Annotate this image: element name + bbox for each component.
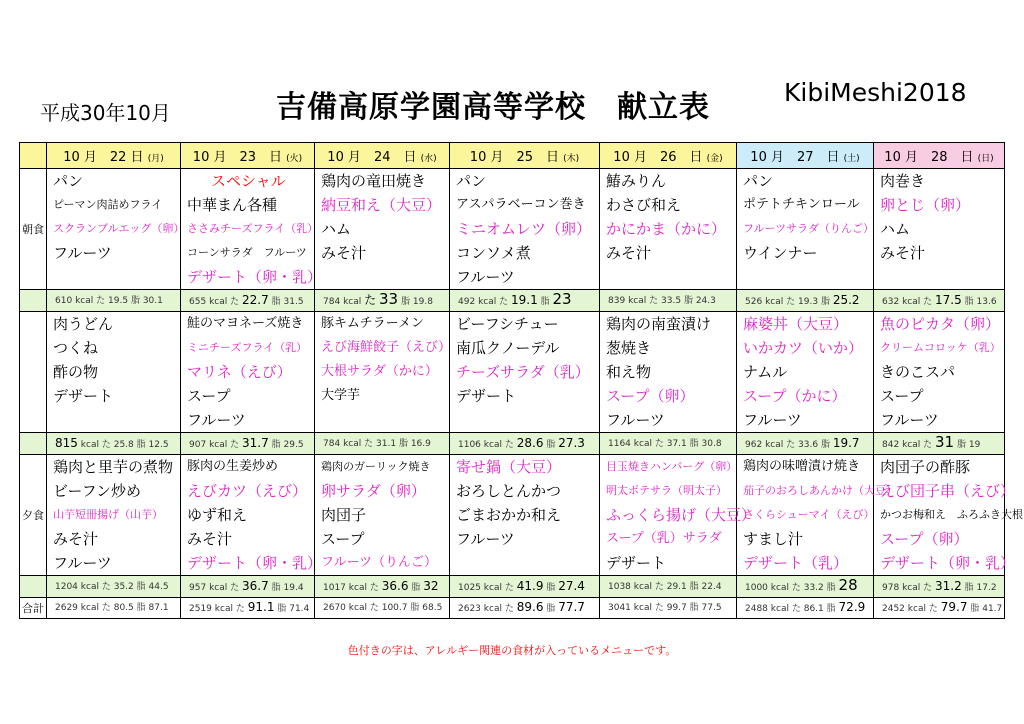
nutrition-cell: 610 kcal た 19.5 脂 30.1 [47,290,181,312]
menu-item: 肉巻き [880,172,926,190]
lunch-cell [737,312,874,433]
menu-item: 中華まん各種 [187,196,278,214]
menu-item: フルーツ [743,411,802,429]
menu-item-allergen: 大根サラダ（かに） [321,364,438,379]
menu-item-allergen: フルーツサラダ（りんご） [743,222,875,235]
total-cell: 2519 kcal た 91.1 脂 71.4 [181,598,315,619]
breakfast-nutrition-row [20,290,1005,312]
menu-item: みそ汁 [606,244,652,262]
total-label: 合計 [20,598,47,619]
menu-item: 和え物 [606,363,652,381]
menu-item: みそ汁 [53,530,99,548]
menu-item-allergen: マリネ（えび） [187,363,292,381]
dinner-cell [450,455,600,576]
menu-item: 肉団子の酢豚 [880,458,971,476]
daily-total-row [20,598,1005,619]
menu-item-allergen: えびカツ（えび） [187,482,308,500]
menu-item: スープ [187,387,231,405]
menu-item-allergen: ささみチーズフライ（乳） [187,222,319,235]
breakfast-cell [47,169,185,290]
menu-item: みそ汁 [321,244,367,262]
menu-item: スープ [880,387,924,405]
menu-item: デザート [53,387,114,405]
menu-item: ポテトチキンロール [743,197,860,212]
breakfast-cell [600,169,737,290]
nutrition-cell: 907 kcal た 31.7 脂 29.5 [181,433,315,455]
menu-item: 鶏肉と里芋の煮物 [53,458,174,476]
menu-item: 酢の物 [53,363,99,381]
menu-item-allergen: フルーツ（りんご） [321,555,437,570]
menu-item-allergen: さくらシューマイ（えび） [743,508,875,521]
nutrition-cell: 962 kcal た 33.6 脂 19.7 [737,433,874,455]
school-menu-title: 吉備高原学園高等学校 献立表 [276,90,710,125]
nutrition-label-cell [20,576,47,598]
total-cell: 2629 kcal た 80.5 脂 87.1 [47,598,181,619]
menu-item-allergen: いかカツ（いか） [743,339,864,357]
menu-item: パン [743,172,774,190]
menu-item: 豚キムチラーメン [321,316,424,331]
menu-item: フルーツ [606,411,665,429]
menu-item: つくね [53,339,99,357]
menu-item: すまし汁 [743,530,804,548]
breakfast-cell [315,169,450,290]
menu-item: ウインナー [743,244,818,262]
menu-item-allergen: スープ（乳）サラダ [606,531,722,546]
menu-item-allergen: クリームコロッケ（乳） [880,341,1001,354]
menu-item: ごまおかか和え [456,506,562,524]
menu-item: フルーツ [53,554,112,572]
dinner-label: 夕食 [20,455,47,576]
menu-item-allergen: スープ（卵） [880,530,969,548]
menu-item: パン [53,172,84,190]
menu-item-allergen: ミニチーズフライ（乳） [187,341,308,354]
total-cell: 2623 kcal た 89.6 脂 77.7 [450,598,600,619]
brand-logo-text: KibiMeshi2018 [784,78,967,107]
menu-item: コンソメ煮 [456,244,531,262]
nutrition-cell: 815 kcal た 25.8 脂 12.5 [47,433,181,455]
nutrition-cell: 957 kcal た 36.7 脂 19.4 [181,576,315,598]
total-cell: 2452 kcal た 79.7 脂 41.7 [874,598,1005,619]
total-cell: 2670 kcal た 100.7 脂 68.5 [315,598,450,619]
dinner-nutrition-row [20,576,1005,598]
menu-item-allergen: 卵とじ（卵） [880,196,971,214]
menu-item: ピーマン肉詰めフライ [53,198,163,211]
menu-item-allergen: デザート（卵・乳） [187,268,323,286]
nutrition-label-cell [20,290,47,312]
breakfast-label: 朝食 [20,169,47,290]
menu-item-allergen: 茄子のおろしあんかけ（大豆） [743,484,897,497]
lunch-label [20,312,47,433]
nutrition-cell: 655 kcal た 22.7 脂 31.5 [181,290,315,312]
allergy-note: 色付きの字は、アレルギー関連の食材が入っているメニューです。 [347,644,677,657]
menu-item: 肉団子 [321,506,367,524]
nutrition-cell: 1164 kcal た 37.1 脂 30.8 [600,433,737,455]
menu-item-allergen: 卵サラダ（卵） [321,482,426,500]
menu-item: 豚肉の生姜炒め [187,459,279,474]
lunch-cell [315,312,450,433]
menu-item-allergen: かにかま（かに） [606,220,727,238]
nutrition-cell: 842 kcal た 31 脂 19 [874,433,1005,455]
nutrition-cell: 784 kcal た 33 脂 19.8 [315,290,450,312]
menu-item: フルーツ [880,411,939,429]
menu-item-empty [737,265,873,289]
lunch-cell [600,312,737,433]
lunch-cell [47,312,181,433]
nutrition-cell: 1038 kcal た 29.1 脂 22.4 [600,576,737,598]
menu-item: スープ [321,530,365,548]
day-header-row [20,143,1005,169]
dinner-row [20,455,1005,576]
menu-item: ナムル [743,363,788,381]
menu-item: 葱焼き [606,339,652,357]
menu-item-allergen: デザート（卵・乳） [187,554,323,572]
menu-item-allergen: 山芋短冊揚げ（山芋） [53,508,163,521]
dinner-cell [181,455,323,576]
day-header-saturday: 10 月 27 日 (土) [737,143,874,169]
menu-item-empty [47,408,180,432]
nutrition-cell: 492 kcal た 19.1 脂 23 [450,290,600,312]
menu-item: 鰆みりん [606,172,667,190]
menu-item-allergen: 麻婆丼（大豆） [743,315,849,333]
menu-item: アスパラベーコン巻き [456,197,586,212]
menu-item: 鮭のマヨネーズ焼き [187,316,304,331]
menu-item: おろしとんかつ [456,482,562,500]
menu-item: 南瓜クノーデル [456,339,560,357]
menu-item: フルーツ [456,268,515,286]
menu-item: 肉うどん [53,315,114,333]
nutrition-cell: 839 kcal た 33.5 脂 24.3 [600,290,737,312]
day-header: 10 月 22 日 (月) [47,143,181,169]
menu-item: かつお梅和え ふろふき大根 [880,508,1023,521]
lunch-nutrition-row [20,433,1005,455]
dinner-cell [315,455,450,576]
menu-item-allergen: スクランブルエッグ（卵） [53,222,185,235]
day-header-sunday: 10 月 28 日 (日) [874,143,1005,169]
menu-item-empty [315,408,449,432]
dinner-cell [600,455,757,576]
menu-item: みそ汁 [187,530,233,548]
nutrition-cell: 978 kcal た 31.2 脂 17.2 [874,576,1005,598]
menu-item: フルーツ [187,411,246,429]
menu-item-empty [315,265,449,289]
menu-item: ハム [321,220,352,238]
menu-item: フルーツ [53,244,112,262]
dinner-cell [47,455,181,576]
menu-item-empty [600,265,736,289]
breakfast-cell [874,169,1005,290]
menu-item: コーンサラダ フルーツ [187,246,307,259]
total-cell: 3041 kcal た 99.7 脂 77.5 [600,598,737,619]
lunch-cell [874,312,1005,433]
lunch-row [20,312,1005,433]
dinner-cell [874,455,1023,576]
nutrition-cell: 526 kcal た 19.3 脂 25.2 [737,290,874,312]
nutrition-cell: 1025 kcal た 41.9 脂 27.4 [450,576,600,598]
menu-item-allergen: デザート（卵・乳） [880,554,1016,572]
menu-table [19,142,1023,619]
menu-item-special: スペシャル [211,172,286,190]
menu-item: デザート [606,554,667,572]
menu-item: フルーツ [456,530,515,548]
header-corner [20,143,47,169]
menu-item: デザート [456,387,517,405]
menu-item-allergen: 魚のピカタ（卵） [880,315,1001,333]
menu-item-allergen: ミニオムレツ（卵） [456,220,592,238]
breakfast-cell [181,169,323,290]
lunch-cell [181,312,315,433]
breakfast-row [20,169,1005,290]
era-month-label: 平成30年10月 [40,101,171,125]
menu-item: わさび和え [606,196,682,214]
menu-item-allergen: 目玉焼きハンバーグ（卵） [606,460,738,473]
menu-item-allergen: えび海鮮餃子（えび） [321,340,452,355]
menu-item: 鶏肉のガーリック焼き [321,460,431,473]
menu-item: 鶏肉の竜田焼き [321,172,427,190]
menu-item-allergen: デザート（乳） [743,554,849,572]
breakfast-cell [450,169,600,290]
menu-item: ハム [880,220,911,238]
nutrition-label-cell [20,433,47,455]
menu-item: 鶏肉の味噌漬け焼き [743,459,861,474]
nutrition-cell: 1106 kcal た 28.6 脂 27.3 [450,433,600,455]
menu-item-allergen: 寄せ鍋（大豆） [456,458,562,476]
menu-item-allergen: ふっくら揚げ（大豆） [606,506,757,524]
menu-item-empty [874,265,1004,289]
dinner-cell [737,455,897,576]
menu-item-empty [450,551,599,575]
total-cell: 2488 kcal た 86.1 脂 72.9 [737,598,874,619]
nutrition-cell: 1204 kcal た 35.2 脂 44.5 [47,576,181,598]
day-header: 10 月 26 日 (金) [600,143,737,169]
day-header: 10 月 24 日 (水) [315,143,450,169]
menu-item: パン [456,172,487,190]
menu-item-allergen: スープ（かに） [743,387,847,405]
menu-item: みそ汁 [880,244,926,262]
menu-item-allergen: えび団子串（えび） [880,482,1016,500]
menu-item: 大学芋 [321,388,361,403]
breakfast-cell [737,169,874,290]
menu-item-empty [47,265,180,289]
nutrition-cell: 632 kcal た 17.5 脂 13.6 [874,290,1005,312]
menu-item: きのこスパ [880,363,956,381]
menu-item-allergen: スープ（卵） [606,387,695,405]
menu-item-allergen: 納豆和え（大豆） [321,196,442,214]
day-header: 10 月 23 日 (火) [181,143,315,169]
lunch-cell [450,312,600,433]
menu-item-empty [450,408,599,432]
day-header: 10 月 25 日 (木) [450,143,600,169]
menu-item: ゆず和え [187,506,248,524]
nutrition-cell: 784 kcal た 31.1 脂 16.9 [315,433,450,455]
menu-item-allergen: チーズサラダ（乳） [456,363,590,381]
nutrition-cell: 1000 kcal た 33.2 脂 28 [737,576,874,598]
menu-item: ビーフシチュー [456,315,559,333]
menu-item: ビーフン炒め [53,482,142,500]
nutrition-cell: 1017 kcal た 36.6 脂 32 [315,576,450,598]
menu-item-allergen: 明太ポテサラ（明太子） [606,484,727,497]
menu-item: 鶏肉の南蛮漬け [606,315,712,333]
